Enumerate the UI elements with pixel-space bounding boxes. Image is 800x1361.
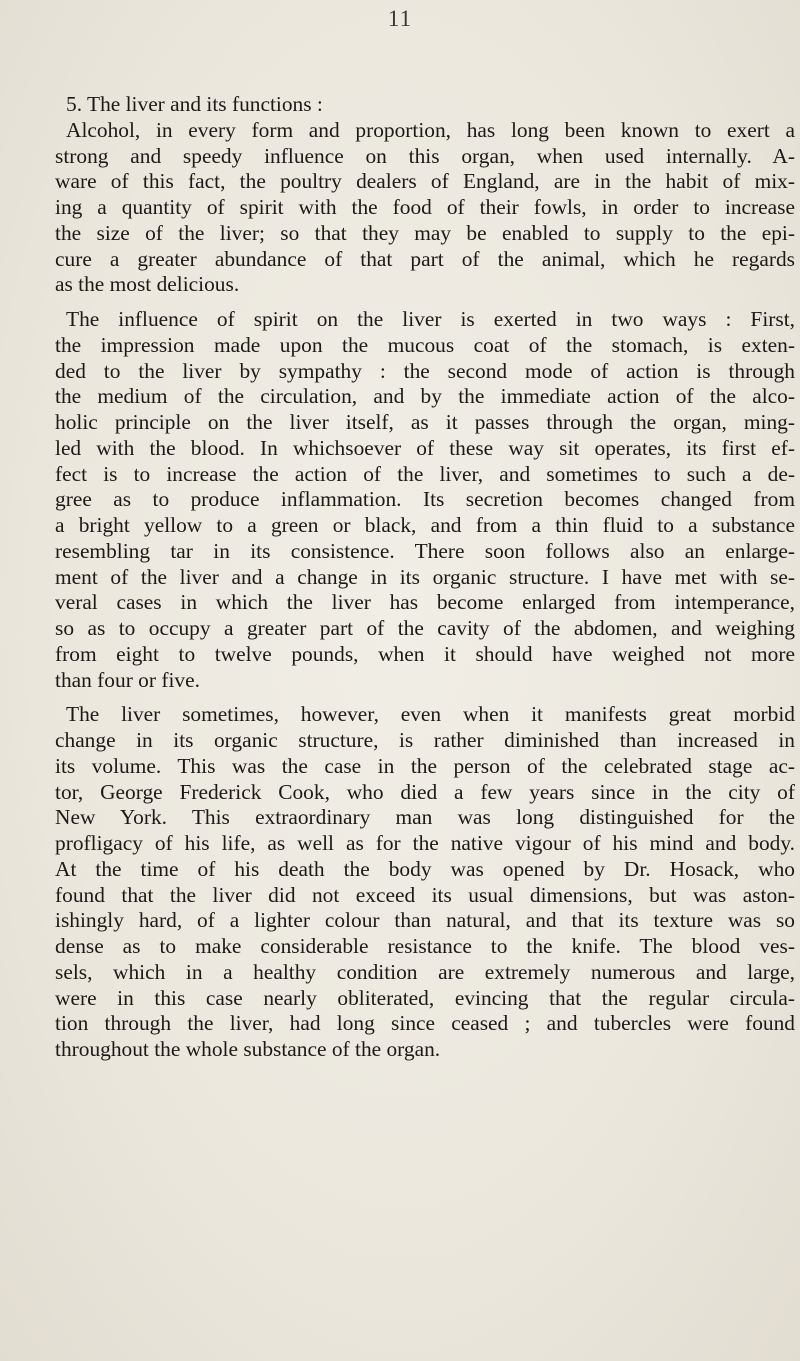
text-line: resembling tar in its consistence. There soon follows also an enlarge- <box>55 538 795 563</box>
text-line: the impression made upon the mucous coat of the stomach, is exten- <box>55 332 795 357</box>
text-line: holic principle on the liver itself, as it passes through the organ, ming- <box>55 410 795 434</box>
text-line: dense as to make considerable resistance to the knife. The blood ves- <box>55 934 795 958</box>
paragraph-3 <box>55 702 795 1063</box>
paragraph-spacer <box>55 298 795 307</box>
paragraph-2 <box>55 307 795 693</box>
text-line: change in its organic structure, is rather diminished than increased in <box>55 728 795 752</box>
text-line: found that the liver did not exceed its usual dimensions, but was aston- <box>55 882 795 907</box>
text-line: sels, which in a healthy condition are extremely numerous and large, <box>55 959 795 984</box>
text-line: gree as to produce inflammation. Its secretion becomes changed from <box>55 487 795 512</box>
page-number: 11 <box>387 6 413 31</box>
text-line: than four or five. <box>55 667 200 692</box>
text-line: a bright yellow to a green or black, and from a thin fluid to a substance <box>55 513 795 537</box>
body-text <box>55 92 795 1063</box>
text-line: veral cases in which the liver has become enlarged from intemperance, <box>55 590 795 615</box>
text-line: tor, George Frederick Cook, who died a few years since in the city of <box>55 779 795 804</box>
text-line: ment of the liver and a change in its organic structure. I have met with se- <box>55 564 795 589</box>
text-line: ishingly hard, of a lighter colour than natural, and that its texture was so <box>55 908 795 933</box>
text-line: At the time of his death the body was opened by Dr. Hosack, who <box>55 856 795 881</box>
section-heading: 5. The liver and its functions : <box>66 92 323 116</box>
text-line: its volume. This was the case in the person of the celebrated stage ac- <box>55 753 795 778</box>
text-line: The liver sometimes, however, even when it manifests great morbid <box>66 702 795 727</box>
text-line: profligacy of his life, as well as for the native vigour of his mind and body. <box>55 831 795 855</box>
text-line: the size of the liver; so that they may be enabled to supply to the epi- <box>55 220 795 245</box>
text-line: led with the blood. In whichsoever of these way sit operates, its first ef- <box>55 435 795 460</box>
text-line: from eight to twelve pounds, when it should have weighed not more <box>55 641 795 666</box>
text-line: ing a quantity of spirit with the food of their fowls, in order to increase <box>55 195 795 219</box>
text-line: The influence of spirit on the liver is exerted in two ways : First, <box>66 307 795 331</box>
text-line: tion through the liver, had long since ceased ; and tubercles were found <box>55 1011 795 1036</box>
text-line: cure a greater abundance of that part of the animal, which he regards <box>55 246 795 271</box>
text-line: New York. This extraordinary man was long distinguished for the <box>55 805 795 830</box>
text-line: Alcohol, in every form and proportion, has long been known to exert a <box>66 117 795 142</box>
text-line: the medium of the circulation, and by the immediate action of the alco- <box>55 384 795 409</box>
paragraph-spacer <box>55 693 795 702</box>
text-line: as the most delicious. <box>55 272 240 297</box>
text-line: were in this case nearly obliterated, evincing that the regular circula- <box>55 985 795 1010</box>
text-line: ded to the liver by sympathy : the second mode of action is through <box>55 358 795 383</box>
text-line: strong and speedy influence on this organ, when used internally. A- <box>55 143 795 168</box>
paragraph-1 <box>55 118 795 298</box>
text-line: throughout the whole substance of the organ. <box>55 1037 441 1061</box>
text-line: ware of this fact, the poultry dealers of England, are in the habit of mix- <box>55 169 795 194</box>
text-line: so as to occupy a greater part of the cavity of the abdomen, and weighing <box>55 616 795 640</box>
text-line: fect is to increase the action of the liver, and sometimes to such a de- <box>55 461 795 486</box>
